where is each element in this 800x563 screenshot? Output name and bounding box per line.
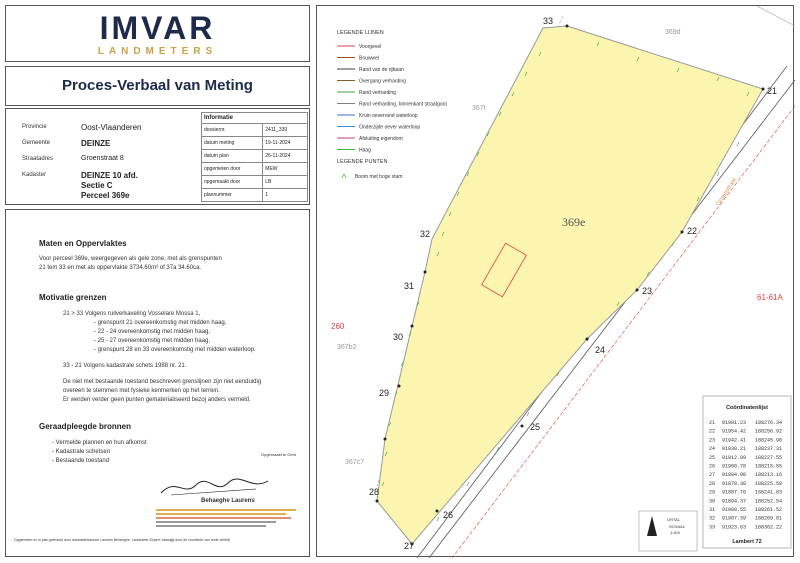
info-value: MEW xyxy=(263,163,308,176)
coord-x: 91930.21 xyxy=(722,446,747,453)
coord-y: 188269.81 xyxy=(755,515,783,522)
info-key: datum meting xyxy=(202,137,263,150)
legend-line-label: Onderzijde oever waterloop xyxy=(359,124,421,131)
scale-label: SCHAAL xyxy=(669,524,686,529)
legend-line-label: Bouwwel xyxy=(359,55,380,62)
coord-x: 91923.63 xyxy=(722,524,747,531)
kadaster-line3: Perceel 369e xyxy=(81,191,130,200)
coord-x: 91887.76 xyxy=(722,489,747,496)
provincie-label: Provincie xyxy=(22,124,47,130)
gemeente-value: DEINZE xyxy=(81,139,111,148)
footer-note: Opgemeten en in plan gebracht door landmeterkantoor Laurens Behaeghe, Landmeter-Expert, bekwijgt door de voorlichte van renie verblijf xyxy=(14,538,230,542)
legend-line-label: Rand verharding xyxy=(359,90,396,96)
coord-y: 188227.55 xyxy=(755,454,783,461)
provincie-value: Oost-Vlaanderen xyxy=(81,123,142,132)
paragraph: overeen te stemmen met fysieke kenmerken op het terrein. xyxy=(63,388,220,394)
coord-x: 91900.78 xyxy=(722,463,747,470)
logo-brand: IMVAR xyxy=(99,10,216,46)
info-key: opgemaakt door xyxy=(202,176,263,189)
paragraph: 21 > 33 Volgens ruilverkaveling Vosselare Mossa 1, xyxy=(63,311,201,317)
map-box xyxy=(316,5,794,557)
signer-details xyxy=(156,507,306,533)
point-27: 27 xyxy=(404,541,415,551)
coord-nr: 27 xyxy=(709,472,716,479)
coord-nr: 24 xyxy=(709,446,716,453)
legend-line-label: Rand van de rijbaan xyxy=(359,67,404,73)
parcel-260: 260 xyxy=(331,322,345,331)
point-26: 26 xyxy=(443,510,454,520)
coord-x: 91894.37 xyxy=(722,498,747,505)
coord-x: 91954.42 xyxy=(722,428,747,435)
info-key: dossiernr. xyxy=(202,124,263,137)
page-title: Proces-Verbaal van Meting xyxy=(62,77,253,94)
coord-nr: 25 xyxy=(709,454,716,461)
coord-nr: 26 xyxy=(709,463,716,470)
coord-x: 91879.30 xyxy=(722,480,747,487)
coord-nr: 33 xyxy=(709,524,716,531)
coord-nr: 21 xyxy=(709,420,716,426)
paragraph: 21 tem 33 en met als oppervlakte 3734.60m² of 37a 34.60ca. xyxy=(39,265,202,271)
legend-point-item xyxy=(342,174,403,180)
coord-x: 91901.23 xyxy=(722,420,747,426)
parcel-367c7: 367c7 xyxy=(345,459,365,466)
coords-title: Coördinatenlijst xyxy=(726,405,768,411)
coord-x: 91900.55 xyxy=(722,507,747,513)
info-value: LB xyxy=(263,176,308,189)
signature xyxy=(156,475,276,499)
coord-nr: 22 xyxy=(709,428,716,435)
table-row xyxy=(202,150,308,163)
parcel-367b2: 367b2 xyxy=(337,344,357,351)
point-29: 29 xyxy=(379,388,390,398)
coord-nr: 31 xyxy=(709,507,716,513)
info-value: 26-11-2024 xyxy=(263,150,308,163)
point-25: 25 xyxy=(530,422,541,432)
point-31: 31 xyxy=(404,281,415,291)
paragraph: Voor perceel 369e, weergegeven als gele zone, met als grenspunten xyxy=(39,256,222,262)
info-value: 19-11-2024 xyxy=(263,137,308,150)
legend-lines-title: LEGENDE LIJNEN xyxy=(337,30,384,36)
coord-y: 188237.31 xyxy=(755,446,783,453)
paragraph: - Kadastrale schetsen xyxy=(52,449,111,455)
straat-label: Straatadres xyxy=(22,156,54,162)
scale-value: 1:400 xyxy=(670,530,681,535)
legend-line-label: Haag xyxy=(359,147,371,154)
point-30: 30 xyxy=(393,332,404,342)
orient-label: ORTAL xyxy=(667,517,680,522)
coord-nr: 23 xyxy=(709,437,716,444)
parcel-number: 369e xyxy=(562,215,586,229)
coord-x: 91942.41 xyxy=(722,437,747,444)
point-23: 23 xyxy=(642,286,653,296)
coord-nr: 30 xyxy=(709,498,716,505)
legend-line-label: Kruin oeverrand waterloop xyxy=(359,113,418,119)
kadaster-label: Kadaster xyxy=(22,172,47,178)
paragraph: Er werden verder geen punten gematerialiseerd bezoj anders vermeld. xyxy=(63,397,251,403)
paragraph: 33 - 21 Volgens kadastrale schets 1988 nr. 21. xyxy=(63,363,187,369)
coord-y: 188256.92 xyxy=(755,428,783,435)
table-row xyxy=(202,124,308,137)
paragraph: - 22 - 24 overeenkomstig met midden haag, xyxy=(94,329,211,335)
legend-line-label: Rand verharding, binnenkant straatgoot xyxy=(359,101,447,108)
legend-points-title: LEGENDE PUNTEN xyxy=(337,159,388,165)
text-box xyxy=(5,209,310,557)
survey-map xyxy=(317,6,795,558)
coord-y: 188225.59 xyxy=(755,480,783,487)
coord-y: 188213.16 xyxy=(755,472,783,479)
logo-subtitle: LANDMETERS xyxy=(97,46,218,57)
legend-lines xyxy=(337,44,447,154)
coord-nr: 32 xyxy=(709,515,716,522)
table-row xyxy=(202,163,308,176)
point-21: 21 xyxy=(767,86,778,96)
section-heading: Maten en Oppervlaktes xyxy=(39,239,127,248)
point-32: 32 xyxy=(420,229,431,239)
tree-icon xyxy=(342,174,346,178)
info-table-title: Informatie xyxy=(202,113,308,124)
info-table xyxy=(201,112,308,202)
info-value: 2411_339 xyxy=(263,124,308,137)
coord-y: 188215.55 xyxy=(755,463,783,470)
point-28: 28 xyxy=(369,487,380,497)
table-row xyxy=(202,137,308,150)
gemeente-label: Gemeente xyxy=(22,140,51,146)
coord-y: 188241.83 xyxy=(755,489,783,496)
coord-y: 188302.22 xyxy=(755,524,783,531)
signer-name: Behaeghe Laurens xyxy=(201,498,255,504)
lambert-label: Lambert 72 xyxy=(732,539,762,545)
paragraph: De niet met bestaande toestand beschreven grenslijnen zijn niet eenduidig xyxy=(63,379,262,385)
paragraph: - grenspunt 28 en 33 overeenkomstig met midden waterloop. xyxy=(94,347,256,353)
signed-place: Opgemaakt te Gent xyxy=(261,452,296,457)
kadaster-line1: DEINZE 10 afd. xyxy=(81,171,138,180)
kadaster-line2: Sectie C xyxy=(81,181,113,190)
legend-point-label: Boom met hoge stam xyxy=(355,174,403,180)
paragraph: - grenspunt 21 overeenkomstig met midden haag, xyxy=(94,320,227,326)
legend-line-label: Afsluiting eigendom xyxy=(359,136,403,142)
info-key: plannummer xyxy=(202,189,263,202)
coord-y: 188261.52 xyxy=(755,507,783,513)
straat-value: Groenstraat 8 xyxy=(81,155,124,162)
parcel-367t: 367t xyxy=(472,105,486,112)
parcel-369d: 369d xyxy=(665,29,681,36)
info-box xyxy=(5,108,310,205)
coord-nr: 29 xyxy=(709,489,716,496)
info-value: 1 xyxy=(263,189,308,202)
table-row xyxy=(202,176,308,189)
info-key: opgemeten door xyxy=(202,163,263,176)
legend-line-label: Voorgevel xyxy=(359,44,382,50)
coord-nr: 28 xyxy=(709,480,716,487)
paragraph: - 25 - 27 overeenkomstig met midden haag, xyxy=(94,338,211,344)
parcel-61-61a: 61-61A xyxy=(757,293,783,302)
point-22: 22 xyxy=(687,226,698,236)
coord-x: 91912.09 xyxy=(722,454,747,461)
paragraph: - Bestaande toestand xyxy=(52,458,110,464)
point-24: 24 xyxy=(595,345,606,355)
section-heading: Geraadpleegde bronnen xyxy=(39,422,132,431)
coord-y: 188245.98 xyxy=(755,437,783,444)
logo-box xyxy=(5,5,310,62)
coord-y: 188276.34 xyxy=(755,420,783,426)
point-33: 33 xyxy=(543,16,554,26)
table-row xyxy=(202,189,308,202)
coord-y: 188252.54 xyxy=(755,498,783,505)
legend-line-label: Overgang verharding xyxy=(359,78,406,85)
coord-x: 91907.39 xyxy=(722,515,747,522)
section-heading: Motivatie grenzen xyxy=(39,293,107,302)
title-box xyxy=(5,66,310,106)
coord-x: 91884.98 xyxy=(722,472,747,479)
paragraph: - Vermelde plannen en hun afkomst xyxy=(52,440,147,446)
info-key: datum plan xyxy=(202,150,263,163)
street-label: Groenstraat xyxy=(715,177,738,208)
